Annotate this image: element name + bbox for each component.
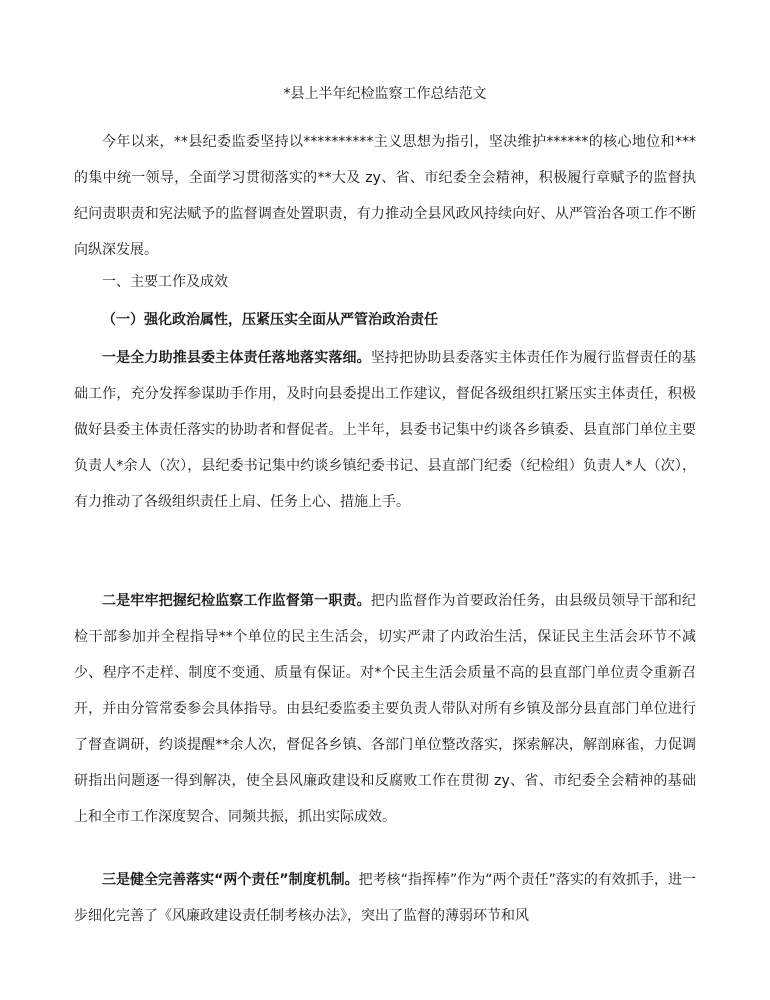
paragraph-item-2 xyxy=(74,583,696,835)
paragraph-lead-3: 三是健全完善落实“两个责任”制度机制。 xyxy=(102,872,359,888)
paragraph-body-3: 把考核“指挥棒”作为“两个责任”落实的有效抓手，进一步细化完善了《风廉政建设责任制考核办法》，突出了监督的薄弱环节和风 xyxy=(74,872,696,924)
paragraph-body-1: 坚持把协助县委落实主体责任作为履行监督责任的基础工作，充分发挥参谋助手作用，及时向县委提出工作建议，督促各级组织扛紧压实主体责任，积极做好县委主体责任落实的协助者和督促者。上半年，县委书记集中约谈各乡镇委、县直部门单位主要负责人*余人（次），县纪委书记集中约谈乡镇纪委书记、县直部门纪委（纪检组）负责人*人（次），有力推动了各级组织责任上肩、任务上心、措施上手。 xyxy=(74,350,696,510)
paragraph-item-1 xyxy=(74,340,696,520)
paragraph-lead-1: 一是全力助推县委主体责任落地落实落细。 xyxy=(102,350,371,366)
intro-paragraph: 今年以来，**县纪委监委坚持以**********主义思想为指引，坚决维护******的核心地位和***的集中统一领导，全面学习贯彻落实的**大及 zy、省、市纪委全会精神，积极履行章赋予的监督执纪问责职责和宪法赋予的监督调查处置职责，有力推动全县风政风持续向好、从严管治各项工作不断向纵深发展。 xyxy=(74,134,696,258)
paragraph-item-3 xyxy=(74,862,696,934)
subsection-heading: （一）强化政治属性，压紧压实全面从严管治政治责任 xyxy=(102,312,438,328)
document-title: *县上半年纪检监察工作总结范文 xyxy=(283,86,487,102)
paragraph-lead-2: 二是牢牢把握纪检监察工作监督第一职责。 xyxy=(102,593,371,609)
section-heading: 一、主要工作及成效 xyxy=(102,274,228,290)
paragraph-body-2: 把内监督作为首要政治任务，由县级员领导干部和纪检干部参加并全程指导**个单位的民主生活会，切实严肃了内政治生活，保证民主生活会环节不减少、程序不走样、制度不变通、质量有保证。对*个民主生活会质量不高的县直部门单位责令重新召开，并由分管常委参会具体指导。由县纪委监委主要负责人带队对所有乡镇及部分县直部门单位进行了督查调研，约谈提醒**余人次，督促各乡镇、各部门单位整改落实，探索解决，解剖麻雀，力促调研指出问题逐一得到解决，使全县风廉政建设和反腐败工作在贯彻 zy、省、市纪委全会精神的基础上和全市工作深度契合、同频共振，抓出实际成效。 xyxy=(74,593,696,825)
